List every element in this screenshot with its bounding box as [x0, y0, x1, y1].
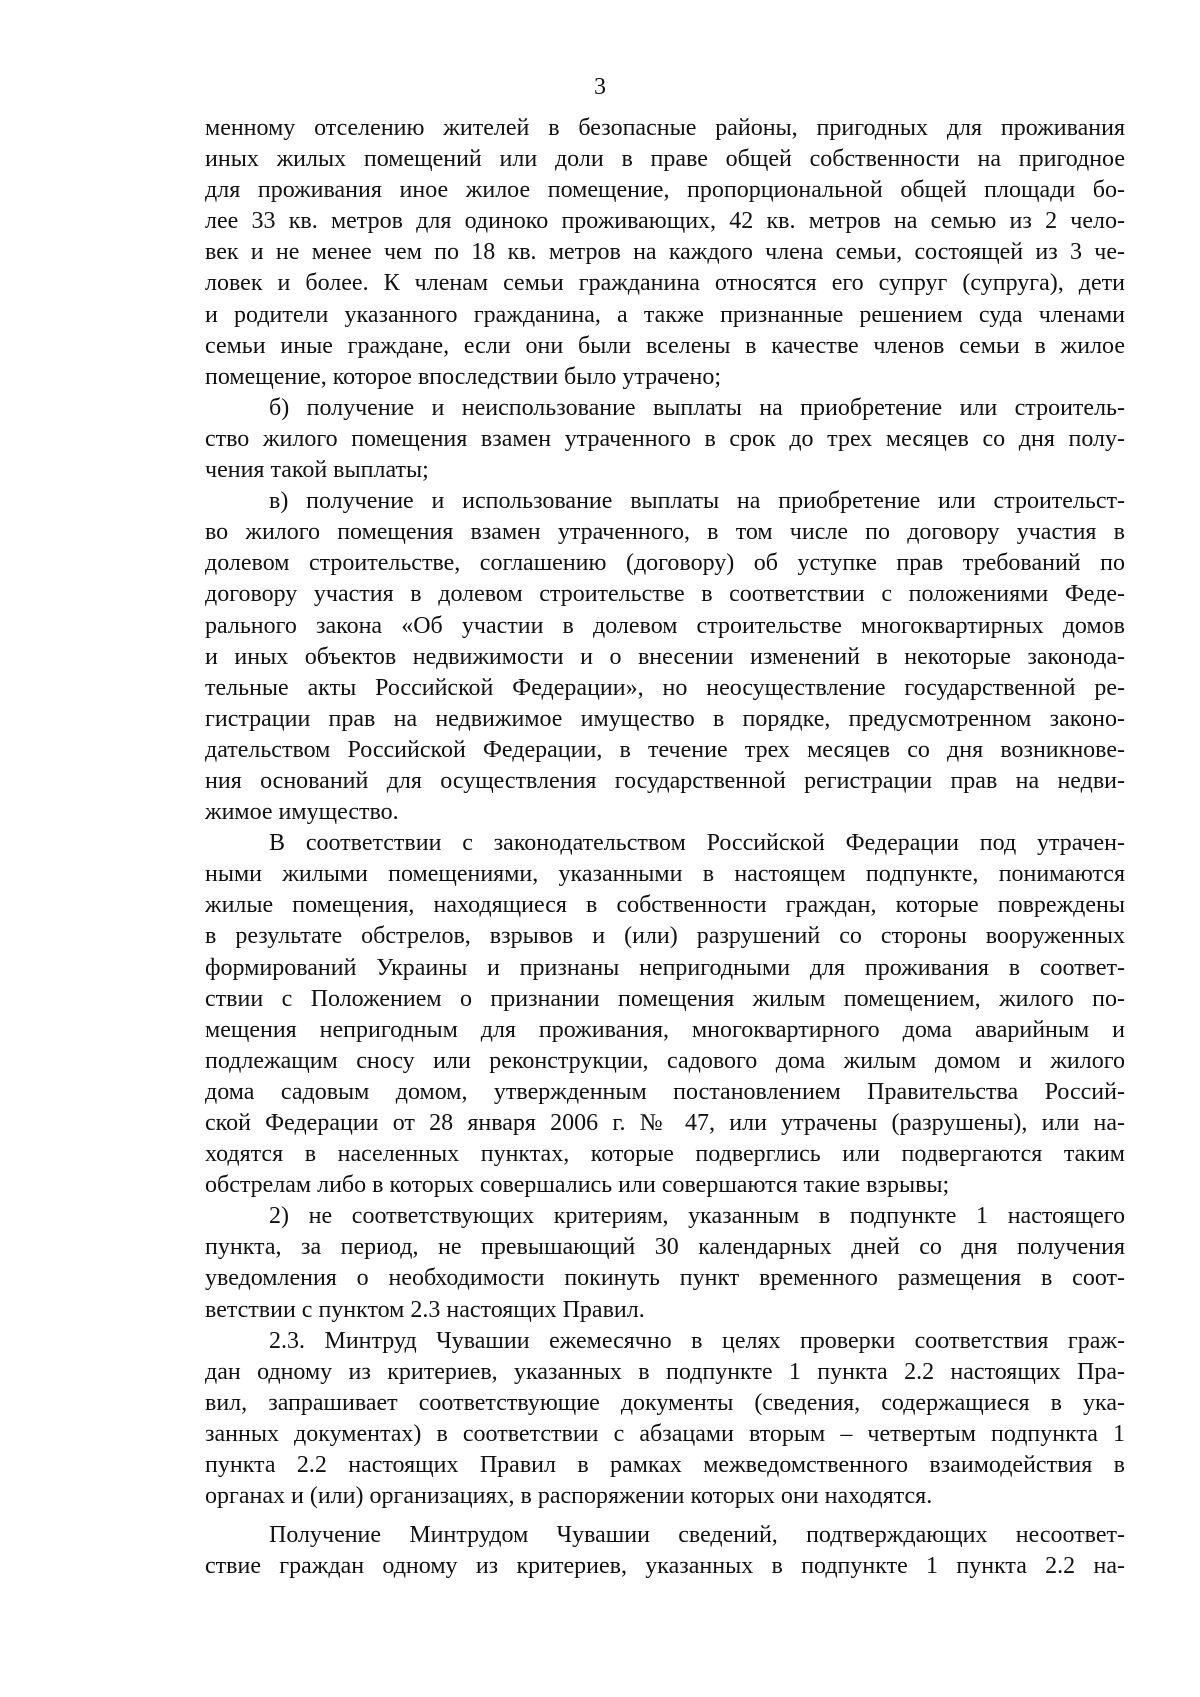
text-line: иных жилых помещений или доли в праве общей собственности на пригодное	[205, 146, 1125, 173]
text-line: для проживания иное жилое помещение, пропорциональной общей площади бо-	[205, 177, 1125, 204]
text-line: органах и (или) организациях, в распоряжении которых они находятся.	[205, 1483, 933, 1510]
text-line: Получение Минтрудом Чувашии сведений, подтверждающих несоответ-	[269, 1522, 1125, 1549]
text-line: В соответствии с законодательством Российской Федерации под утрачен-	[269, 830, 1125, 857]
text-line: дан одному из критериев, указанных в подпункте 1 пункта 2.2 настоящих Пра-	[205, 1358, 1125, 1385]
text-line: ными жилыми помещениями, указанными в настоящем подпункте, понимаются	[205, 861, 1125, 888]
text-line: ской Федерации от 28 января 2006 г. № 47, или утрачены (разрушены), или на-	[205, 1110, 1125, 1136]
document-body	[205, 113, 1125, 1582]
text-line: ходятся в населенных пунктах, которые подверглись или подвергаются таким	[205, 1141, 1125, 1168]
text-line: в) получение и использование выплаты на приобретение или строительст-	[269, 488, 1125, 515]
text-line: чения такой выплаты;	[205, 457, 429, 484]
text-line: ствие граждан одному из критериев, указанных в подпункте 1 пункта 2.2 на-	[205, 1553, 1125, 1580]
text-line: договору участия в долевом строительстве в соответствии с положениями Феде-	[205, 581, 1125, 608]
text-line: век и не менее чем по 18 кв. метров на каждого члена семьи, состоящей из 3 че-	[205, 239, 1125, 266]
text-line: мещения непригодным для проживания, многоквартирного дома аварийным и	[205, 1016, 1125, 1043]
text-line: жилые помещения, находящиеся в собственности граждан, которые повреждены	[205, 892, 1125, 919]
text-line: долевом строительстве, соглашению (договору) об уступке прав требований по	[205, 550, 1125, 577]
text-line: 2) не соответствующих критериям, указанным в подпункте 1 настоящего	[269, 1203, 1125, 1230]
text-line: лее 33 кв. метров для одиноко проживающих, 42 кв. метров на семью из 2 чело-	[205, 208, 1125, 235]
text-line: пункта, за период, не превышающий 30 календарных дней со дня получения	[205, 1234, 1125, 1261]
text-line: гистрации прав на недвижимое имущество в порядке, предусмотренном законо-	[205, 705, 1125, 732]
text-line: ния оснований для осуществления государственной регистрации прав на недви-	[205, 767, 1125, 794]
text-line: тельные акты Российской Федерации», но неосуществление государственной ре-	[205, 674, 1125, 701]
text-line: 2.3. Минтруд Чувашии ежемесячно в целях проверки соответствия граж-	[269, 1327, 1125, 1354]
text-line: дома садовым домом, утвержденным постановлением Правительства Россий-	[205, 1078, 1125, 1105]
text-line: и родители указанного гражданина, а также признанные решением суда членами	[205, 301, 1125, 328]
text-line: ствии с Положением о признании помещения жилым помещением, жилого по-	[205, 985, 1125, 1012]
text-line: ство жилого помещения взамен утраченного в срок до трех месяцев со дня полу-	[205, 425, 1125, 452]
text-line: б) получение и неиспользование выплаты на приобретение или строитель-	[269, 394, 1125, 421]
text-line: формирований Украины и признаны непригодными для проживания в соответ-	[205, 954, 1125, 981]
text-line: в результате обстрелов, взрывов и (или) разрушений со стороны вооруженных	[205, 923, 1125, 950]
text-line: менному отселению жителей в безопасные районы, пригодных для проживания	[205, 115, 1125, 141]
text-line: обстрелам либо в которых совершались или совершаются такие взрывы;	[205, 1172, 950, 1199]
text-line: пункта 2.2 настоящих Правил в рамках межведомственного взаимодействия в	[205, 1452, 1125, 1479]
text-line: дательством Российской Федерации, в течение трех месяцев со дня возникнове-	[205, 736, 1125, 763]
text-line: рального закона «Об участии в долевом строительстве многоквартирных домов	[205, 612, 1125, 639]
text-line: жимое имущество.	[205, 799, 399, 826]
text-line: уведомления о необходимости покинуть пункт временного размещения в соот-	[205, 1265, 1125, 1292]
text-line: помещение, которое впоследствии было утрачено;	[205, 363, 722, 390]
text-line: ветствии с пунктом 2.3 настоящих Правил.	[205, 1296, 645, 1323]
text-line: ловек и более. К членам семьи гражданина относятся его супруг (супруга), дети	[205, 270, 1125, 297]
text-line: семьи иные граждане, если они были вселены в качестве членов семьи в жилое	[205, 332, 1125, 359]
text-line: во жилого помещения взамен утраченного, в том числе по договору участия в	[205, 519, 1125, 546]
text-line: и иных объектов недвижимости и о внесении изменений в некоторые законода-	[205, 643, 1125, 670]
page-number: 3	[594, 74, 606, 100]
text-line: подлежащим сносу или реконструкции, садового дома жилым домом и жилого	[205, 1047, 1125, 1074]
text-line: занных документах) в соответствии с абзацами вторым – четвертым подпункта 1	[205, 1420, 1125, 1447]
text-line: вил, запрашивает соответствующие документы (сведения, содержащиеся в ука-	[205, 1389, 1125, 1416]
